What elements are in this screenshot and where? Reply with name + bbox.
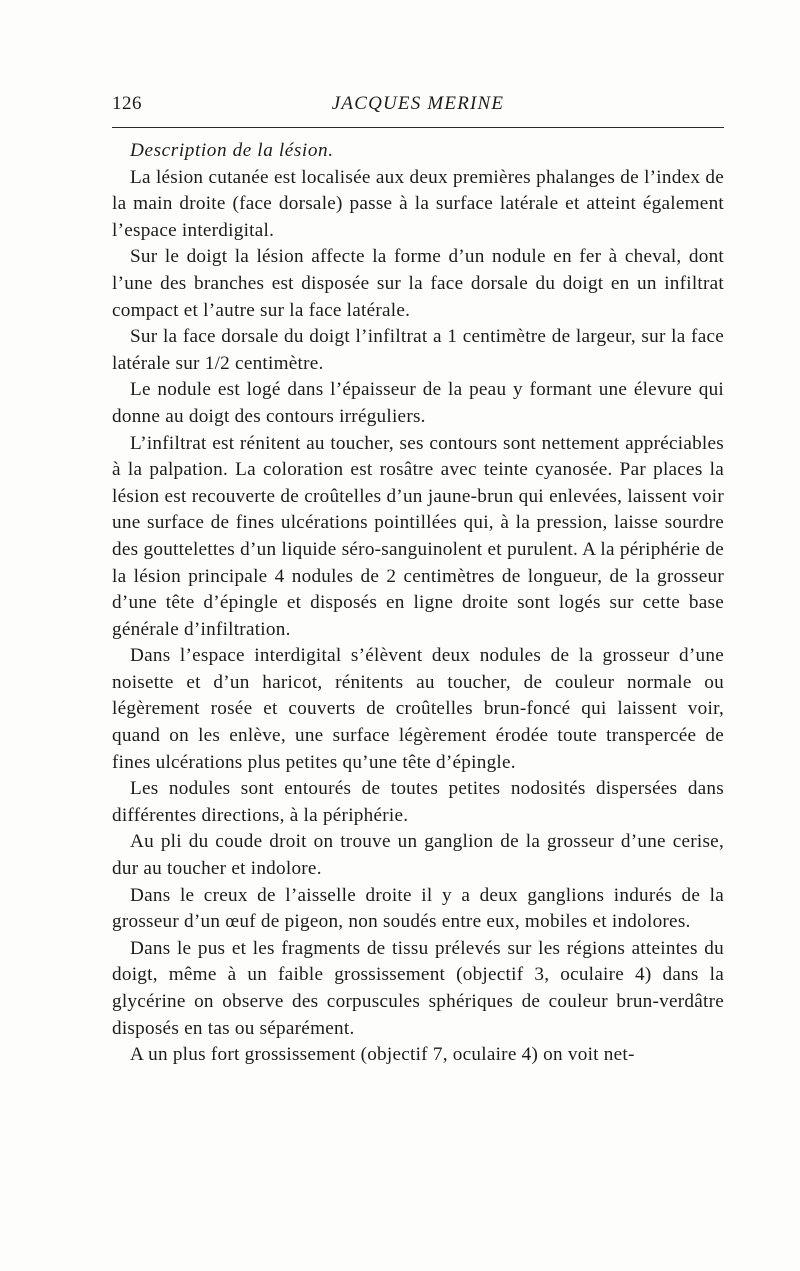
section-heading: Description de la lésion. (130, 140, 334, 161)
running-head (112, 93, 724, 119)
paragraph: Dans le pus et les fragments de tissu prélevés sur les régions atteintes du doigt, même à un faible grossissement (objectif 3, oculaire 4) dans la glycérine on observe des corpuscules sphériques de couleur brun-verdâtre disposés en tas ou séparément. (112, 937, 724, 1039)
paragraph: Sur la face dorsale du doigt l’infiltrat a 1 centimètre de largeur, sur la face latérale sur 1/2 centimètre. (112, 326, 724, 374)
paragraph: A un plus fort grossissement (objectif 7, oculaire 4) on voit net- (130, 1044, 635, 1066)
running-title: JACQUES MERINE (331, 93, 505, 114)
paragraph: Dans l’espace interdigital s’élèvent deux nodules de la grosseur d’une noisette et d’un haricot, rénitents au toucher, de couleur normale ou légèrement rosée et couverts de croûtelles brun-foncé qui laissent voir, quand on les enlève, une surface légèrement érodée toute transpercée de fines ulcérations plus petites qu’une tête d’épingle. (112, 645, 724, 773)
paragraph: Les nodules sont entourés de toutes petites nodosités dispersées dans différentes directions, à la périphérie. (112, 778, 724, 826)
paragraph: Sur le doigt la lésion affecte la forme d’un nodule en fer à cheval, dont l’une des branches est disposée sur la face dorsale du doigt en un infiltrat compact et l’autre sur la face latérale. (112, 246, 724, 321)
body-text (112, 138, 724, 1069)
paragraph: Le nodule est logé dans l’épaisseur de la peau y formant une élevure qui donne au doigt des contours irréguliers. (112, 379, 724, 427)
paragraph: La lésion cutanée est localisée aux deux premières phalanges de l’index de la main droite (face dorsale) passe à la surface latérale et atteint également l’espace interdigital. (112, 166, 724, 241)
paragraph: Dans le creux de l’aisselle droite il y a deux ganglions indurés de la grosseur d’un œuf de pigeon, non soudés entre eux, mobiles et indolores. (112, 884, 724, 933)
paragraph: L’infiltrat est rénitent au toucher, ses contours sont nettement appréciables à la palpation. La coloration est rosâtre avec teinte cyanosée. Par places la lésion est recouverte de croûtelles d’un jaune-brun qui enlevées, laissent voir une surface de fines ulcérations pointillées qui, à la pression, laisse sourdre des gouttelettes d’un liquide séro-sanguinolent et purulent. A la périphérie de la lésion principale 4 nodules de 2 centimètres de longueur, de la grosseur d’une tête d’épingle et disposés en ligne droite sont logés sur cette base générale d’infiltration. (112, 432, 724, 640)
paragraph: Au pli du coude droit on trouve un ganglion de la grosseur d’une cerise, dur au toucher et indolore. (112, 831, 724, 880)
page-number: 126 (112, 93, 142, 114)
header-rule (112, 127, 724, 128)
